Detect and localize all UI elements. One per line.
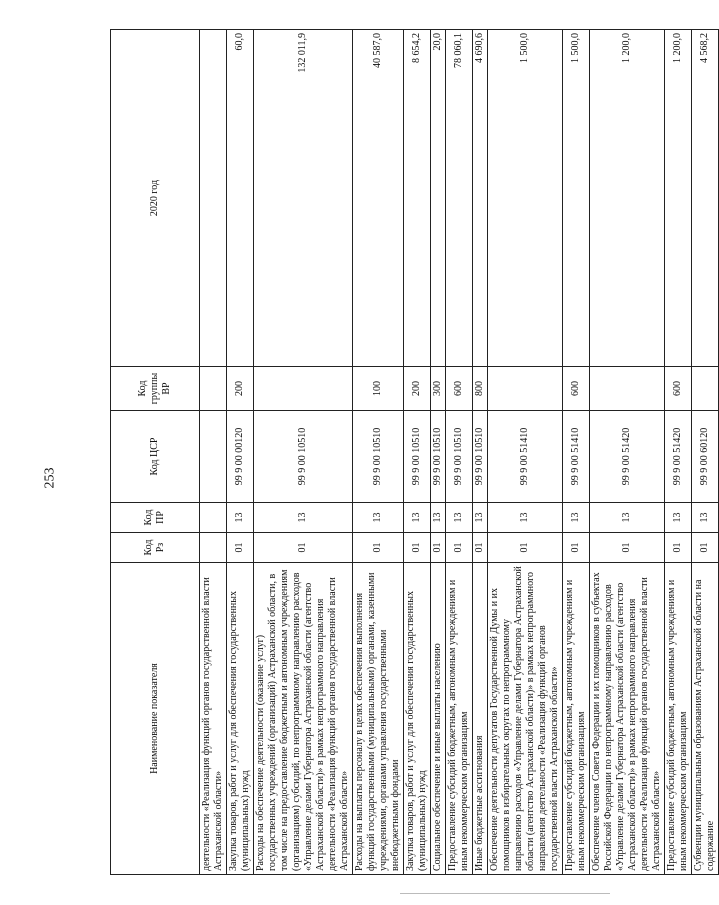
cell-csr (200, 411, 227, 503)
cell-pr: 13 (563, 503, 590, 533)
cell-rz: 01 (254, 533, 353, 563)
cell-name: Обеспечение деятельности депутатов Государственной Думы и их помощников в избирательных округах по непрограммному направлению расходов «Управление делами Губернатора Астраханской области (агентство Астраханской области)» в рамках непрограммного направления деятельности «Реализация функций органов государственной власти Астраханской области» (488, 563, 563, 875)
table-row (473, 30, 488, 875)
cell-pr: 13 (665, 503, 692, 533)
cell-rz: 01 (563, 533, 590, 563)
cell-sum (200, 30, 227, 367)
cell-vr: 600 (563, 367, 590, 411)
cell-name: Иные бюджетные ассигнования (473, 563, 488, 875)
cell-vr: 300 (431, 367, 446, 411)
cell-sum: 1 500,0 (563, 30, 590, 367)
cell-csr: 99 9 00 51410 (563, 411, 590, 503)
cell-sum: 60,0 (227, 30, 254, 367)
cell-sum: 40 587,0 (353, 30, 404, 367)
table-header-row (111, 30, 200, 875)
cell-pr: 13 (404, 503, 431, 533)
cell-csr: 99 9 00 51420 (665, 411, 692, 503)
header-csr: Код ЦСР (111, 411, 200, 503)
header-name: Наименование показателя (111, 563, 200, 875)
cell-sum: 1 200,0 (665, 30, 692, 367)
table-row (200, 30, 227, 875)
header-pr: Код ПР (111, 503, 200, 533)
table-row (590, 30, 665, 875)
cell-rz: 01 (446, 533, 473, 563)
cell-csr: 99 9 00 10510 (473, 411, 488, 503)
table-row (692, 30, 719, 875)
cell-csr: 99 9 00 60120 (692, 411, 719, 503)
cell-pr: 13 (254, 503, 353, 533)
cell-name: Расходы на обеспечение деятельности (оказание услуг) государственных учреждений (организаций) Астраханской области, в том числе на предоставление бюджетным и автономным учреждениям (организациям) субсидий, по непрограммному направлению расходов «Управление делами Губернатора Астраханской области (агентство Астраханской области)» в рамках непрограммного направления деятельности «Реализация функций органов государственной власти Астраханской области» (254, 563, 353, 875)
cell-name: Обеспечение членов Совета Федерации и их помощников в субъектах Российской Федерации по непрограммному направлению расходов «Управление делами Губернатора Астраханской области (агентство Астраханской области)» в рамках непрограммного направления деятельности «Реализация функций органов государственной власти Астраханской области» (590, 563, 665, 875)
cell-csr: 99 9 00 10510 (431, 411, 446, 503)
cell-csr: 99 9 00 10510 (254, 411, 353, 503)
table-row (404, 30, 431, 875)
table-row (665, 30, 692, 875)
cell-pr (200, 503, 227, 533)
cell-sum: 4 690,6 (473, 30, 488, 367)
cell-pr: 13 (353, 503, 404, 533)
cell-pr: 13 (473, 503, 488, 533)
cell-csr: 99 9 00 10510 (446, 411, 473, 503)
header-sum: 2020 год (111, 30, 200, 367)
cell-pr: 13 (227, 503, 254, 533)
cell-rz (200, 533, 227, 563)
cell-vr: 100 (353, 367, 404, 411)
cell-name: Предоставление субсидий бюджетным, автономным учреждениям и иным некоммерческим организациям (665, 563, 692, 875)
cell-vr (254, 367, 353, 411)
table-row (488, 30, 563, 875)
cell-vr: 600 (665, 367, 692, 411)
rotated-table-container (110, 30, 716, 875)
cell-rz: 01 (488, 533, 563, 563)
cell-vr: 800 (473, 367, 488, 411)
scan-artifact-line (400, 893, 610, 894)
cell-pr: 13 (590, 503, 665, 533)
cell-name: Субвенции муниципальным образованиям Астраханской области на содержание (692, 563, 719, 875)
cell-pr: 13 (488, 503, 563, 533)
cell-rz: 01 (227, 533, 254, 563)
cell-vr (488, 367, 563, 411)
cell-vr (692, 367, 719, 411)
header-vr: Код группы ВР (111, 367, 200, 411)
table-row (446, 30, 473, 875)
cell-sum: 132 011,9 (254, 30, 353, 367)
cell-rz: 01 (431, 533, 446, 563)
table-row (353, 30, 404, 875)
cell-sum: 20,0 (431, 30, 446, 367)
header-rz: Код Рз (111, 533, 200, 563)
table-body (200, 30, 719, 875)
cell-rz: 01 (590, 533, 665, 563)
cell-name: Закупка товаров, работ и услуг для обеспечения государственных (муниципальных) нужд (404, 563, 431, 875)
cell-sum: 78 060,1 (446, 30, 473, 367)
table-row (431, 30, 446, 875)
cell-name: Предоставление субсидий бюджетным, автономным учреждениям и иным некоммерческим организациям (446, 563, 473, 875)
cell-vr (200, 367, 227, 411)
budget-table (110, 29, 719, 875)
cell-rz: 01 (473, 533, 488, 563)
cell-csr: 99 9 00 10510 (353, 411, 404, 503)
cell-rz: 01 (692, 533, 719, 563)
cell-name: Расходы на выплаты персоналу в целях обеспечения выполнения функций государственными (муниципальными) органами, казенными учреждениями, органами управления государственными внебюджетными фондами (353, 563, 404, 875)
table-row (227, 30, 254, 875)
cell-name: Социальное обеспечение и иные выплаты населению (431, 563, 446, 875)
cell-vr: 600 (446, 367, 473, 411)
cell-csr: 99 9 00 51410 (488, 411, 563, 503)
cell-csr: 99 9 00 00120 (227, 411, 254, 503)
cell-sum: 1 200,0 (590, 30, 665, 367)
cell-csr: 99 9 00 10510 (404, 411, 431, 503)
cell-vr: 200 (404, 367, 431, 411)
cell-vr: 200 (227, 367, 254, 411)
table-row (563, 30, 590, 875)
table-row (254, 30, 353, 875)
cell-sum: 8 654,2 (404, 30, 431, 367)
cell-vr (590, 367, 665, 411)
cell-pr: 13 (431, 503, 446, 533)
cell-csr: 99 9 00 51420 (590, 411, 665, 503)
cell-name: Предоставление субсидий бюджетным, автономным учреждениям и иным некоммерческим организациям (563, 563, 590, 875)
cell-rz: 01 (665, 533, 692, 563)
cell-name: Закупка товаров, работ и услуг для обеспечения государственных (муниципальных) нужд (227, 563, 254, 875)
cell-pr: 13 (692, 503, 719, 533)
cell-pr: 13 (446, 503, 473, 533)
cell-name: деятельности «Реализация функций органов государственной власти Астраханской области» (200, 563, 227, 875)
cell-sum: 4 568,2 (692, 30, 719, 367)
cell-sum: 1 500,0 (488, 30, 563, 367)
page-number: 253 (42, 467, 58, 489)
cell-rz: 01 (404, 533, 431, 563)
cell-rz: 01 (353, 533, 404, 563)
